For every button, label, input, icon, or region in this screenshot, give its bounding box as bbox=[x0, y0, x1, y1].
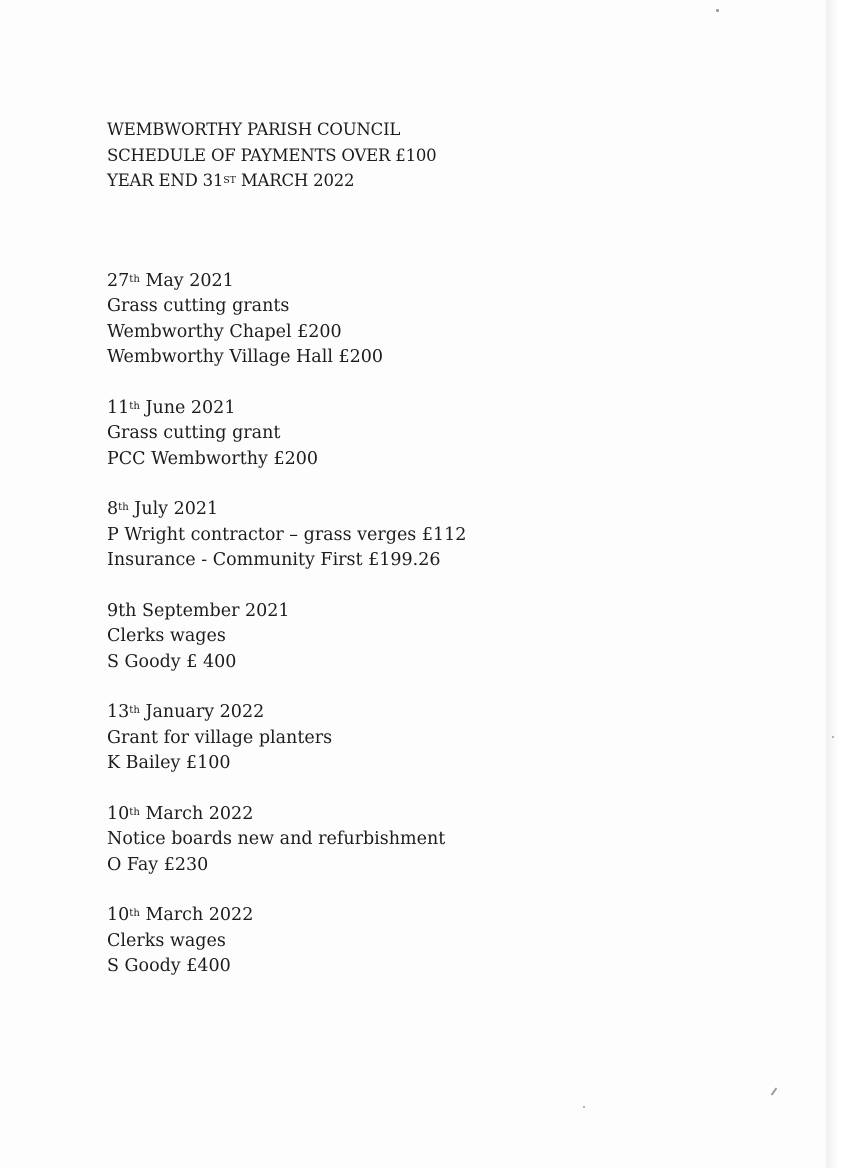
payment-date-rest: June 2021 bbox=[139, 397, 236, 418]
payee-amount: S Goody £ 400 bbox=[107, 651, 237, 672]
payment-date-rest: March 2022 bbox=[139, 803, 254, 824]
payment-date-rest: January 2022 bbox=[139, 702, 265, 722]
payment-entry bbox=[107, 599, 787, 676]
payee-amount: PCC Wembworthy £200 bbox=[107, 448, 318, 469]
payment-entries bbox=[107, 269, 787, 980]
payment-date-rest: May 2021 bbox=[139, 270, 234, 291]
payment-description: Grant for village planters bbox=[107, 727, 333, 748]
payment-entry bbox=[107, 903, 787, 980]
payment-date-rest: March 2022 bbox=[139, 905, 254, 925]
schedule-title: SCHEDULE OF PAYMENTS OVER £100 bbox=[107, 145, 437, 165]
payment-date-ordinal: th bbox=[129, 806, 140, 818]
scan-edge bbox=[826, 0, 848, 1168]
payment-date-ordinal: th bbox=[129, 705, 140, 717]
scan-speck bbox=[716, 9, 719, 12]
year-end-prefix: YEAR END 31 bbox=[107, 171, 224, 190]
payment-description: Clerks wages bbox=[107, 626, 226, 646]
payment-description: Clerks wages bbox=[107, 930, 226, 951]
payment-entry bbox=[107, 700, 787, 777]
payment-entry bbox=[107, 497, 787, 574]
year-end-suffix: ST bbox=[223, 174, 236, 186]
payee-amount: O Fay £230 bbox=[107, 854, 209, 875]
payment-entry bbox=[107, 396, 787, 473]
year-end-line bbox=[107, 168, 787, 194]
payment-date-day: 10 bbox=[107, 905, 130, 925]
payment-description: Grass cutting grant bbox=[107, 423, 281, 443]
payment-date bbox=[107, 903, 787, 929]
payment-date bbox=[107, 700, 787, 726]
payment-description: P Wright contractor – grass verges £112 bbox=[107, 524, 467, 545]
scan-speck bbox=[832, 736, 834, 738]
council-name: WEMBWORTHY PARISH COUNCIL bbox=[107, 120, 401, 139]
payment-date-day: 10 bbox=[107, 803, 130, 824]
payment-date-ordinal: th bbox=[129, 400, 140, 412]
year-end-month: MARCH 2022 bbox=[235, 171, 355, 190]
payment-entry bbox=[107, 802, 787, 879]
payee-amount: Insurance - Community First £199.26 bbox=[107, 550, 441, 570]
payee-amount: K Bailey £100 bbox=[107, 753, 231, 773]
payee-amount: S Goody £400 bbox=[107, 956, 231, 976]
payment-date bbox=[107, 599, 787, 625]
payment-date bbox=[107, 269, 787, 295]
payment-date bbox=[107, 396, 787, 422]
payment-date-ordinal: th bbox=[118, 502, 129, 514]
payment-date-rest: July 2021 bbox=[128, 499, 219, 519]
payee-amount: Wembworthy Village Hall £200 bbox=[107, 347, 384, 367]
payment-date-day: 27 bbox=[107, 270, 130, 291]
payments-schedule-document bbox=[107, 117, 787, 1005]
payment-date-ordinal: th bbox=[129, 273, 140, 285]
payment-date bbox=[107, 497, 787, 523]
payment-description: Notice boards new and refurbishment bbox=[107, 829, 446, 849]
payment-date-day: 13 bbox=[107, 702, 130, 722]
payment-description: Grass cutting grants bbox=[107, 296, 290, 316]
scan-speck bbox=[583, 1106, 585, 1108]
payment-entry bbox=[107, 269, 787, 371]
payment-date bbox=[107, 802, 787, 828]
document-header bbox=[107, 117, 787, 194]
payment-date-day: 11 bbox=[107, 397, 130, 418]
payment-date-ordinal: th bbox=[129, 908, 140, 920]
payment-date-day: 8 bbox=[107, 499, 119, 519]
payment-date-day: 9th September 2021 bbox=[107, 600, 290, 621]
payment-description: Wembworthy Chapel £200 bbox=[107, 321, 342, 342]
